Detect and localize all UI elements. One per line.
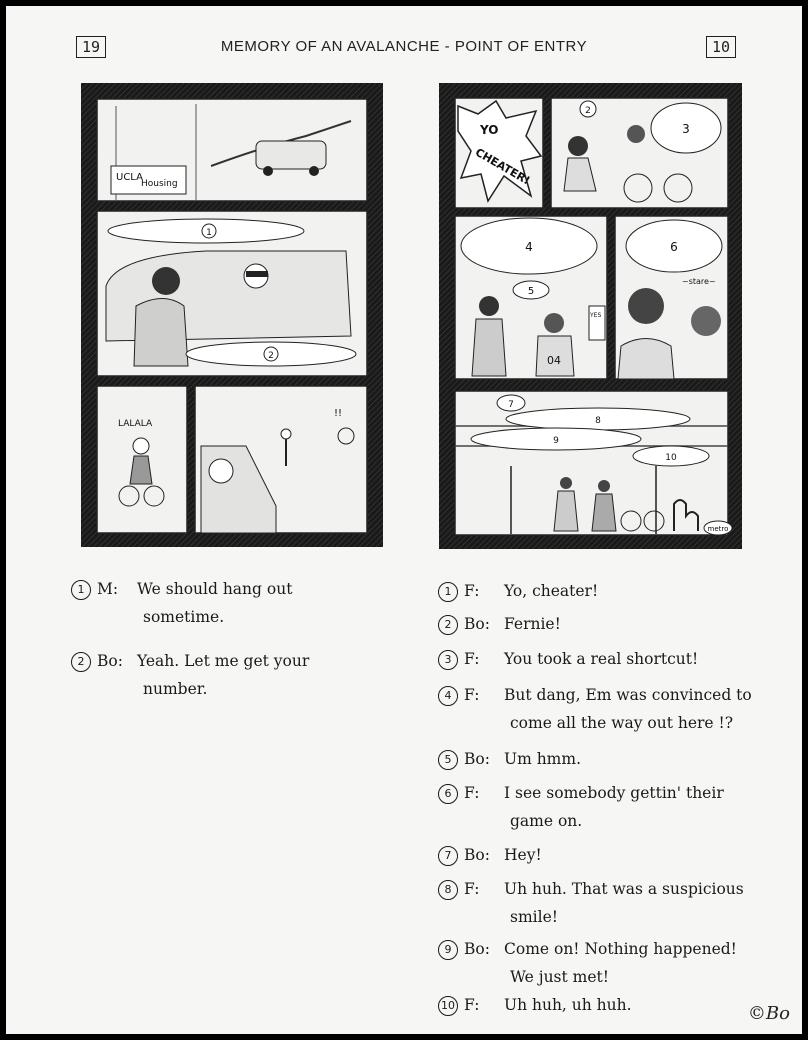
svg-text:5: 5 — [527, 286, 535, 297]
svg-text:2: 2 — [268, 351, 274, 361]
yes-sign: YES — [590, 312, 602, 319]
stare-text: ~stare~ — [682, 277, 716, 286]
panel-20-1 — [455, 98, 543, 208]
right-comic-page — [439, 83, 742, 549]
left-page-number: 19 — [76, 36, 106, 58]
script-entry: 9 Bo: Come on! Nothing happened! — [438, 936, 737, 962]
script-entry: 7 Bo: Hey! — [438, 842, 542, 868]
script-entry: 5 Bo: Um hmm. — [438, 746, 581, 772]
comic-panels — [6, 6, 802, 566]
svg-text:7: 7 — [508, 400, 514, 410]
script-entry: 1 F: Yo, cheater! — [438, 578, 598, 604]
script-entry: 2 Bo: Yeah. Let me get your — [71, 648, 309, 674]
panel-19-3 — [97, 386, 187, 533]
script-entry: 1 M: We should hang out — [71, 576, 292, 602]
panel-19-2 — [97, 211, 367, 376]
svg-text:9: 9 — [553, 436, 559, 446]
yo-text: YO — [480, 123, 499, 137]
right-page-number: 10 — [706, 36, 736, 58]
svg-text:3: 3 — [682, 122, 690, 136]
script-entry: 8 F: Uh huh. That was a suspicious — [438, 876, 744, 902]
svg-text:1: 1 — [206, 228, 212, 238]
script-entry: 4 F: But dang, Em was convinced to — [438, 682, 752, 708]
svg-text:10: 10 — [665, 453, 677, 463]
script-entry: 10 F: Uh huh, uh huh. — [438, 992, 632, 1018]
svg-text:6: 6 — [670, 240, 678, 254]
svg-text:4: 4 — [525, 240, 533, 254]
panel-20-5 — [455, 391, 732, 535]
panel-20-4 — [615, 216, 728, 379]
svg-text:2: 2 — [585, 106, 591, 116]
panel-19-4 — [195, 386, 367, 533]
sign-ucla: UCLA — [116, 172, 143, 183]
left-comic-page — [81, 83, 383, 547]
script-entry: 2 Bo: Fernie! — [438, 611, 561, 637]
sign-housing: Housing — [141, 179, 178, 189]
panel-19-1 — [97, 99, 367, 201]
artist-signature: ©Bo — [747, 1003, 790, 1024]
exclaim-text: !! — [334, 408, 343, 419]
comic-page: 19 MEMORY OF AN AVALANCHE - POINT OF ENTRY 10 UCLA Housing 1 2 LALALA !! YO CHEATER! 2 3 4 5 04 YES 6 ~stare~ 7 8 9 10 metro 1 M: We should hang out sometime. 2 Bo: Yeah. Let me get your number. 1 F: Yo, cheater! 2 Bo: Fernie! 3 F: You took a real shortcut! 4 F: But dang, Em was convinced to come all the way out here !? 5 Bo: Um hmm. 6 F: I see somebody gettin' their game on. 7 Bo: Hey! 8 F: Uh huh. That was a suspicious smile! 9 Bo: Come on! Nothing happened! We just met! 10 F: Uh huh, uh huh. ©Bo — [6, 6, 802, 1034]
cheater-text: CHEATER! — [472, 145, 533, 188]
svg-text:8: 8 — [595, 416, 601, 426]
panel-20-2 — [551, 98, 728, 208]
jersey-number: 04 — [547, 354, 561, 367]
page-title: MEMORY OF AN AVALANCHE - POINT OF ENTRY — [220, 38, 588, 55]
metro-sign: metro — [707, 525, 729, 533]
script-entry: 6 F: I see somebody gettin' their — [438, 780, 724, 806]
lalala-text: LALALA — [118, 419, 153, 429]
script-entry: 3 F: You took a real shortcut! — [438, 646, 698, 672]
panel-20-3 — [455, 216, 607, 379]
